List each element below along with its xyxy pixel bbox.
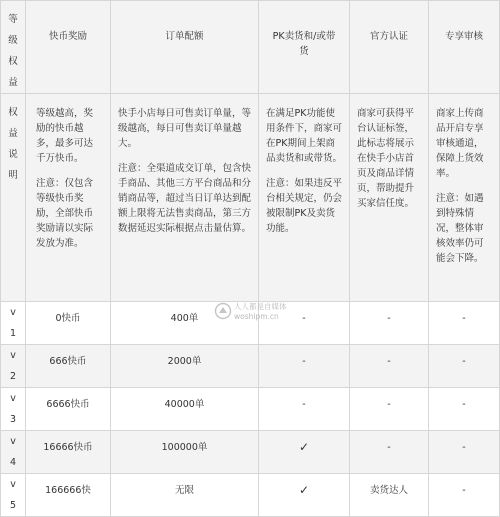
kuaibi-value: 0快币 [26, 302, 111, 345]
pk-value: - [259, 345, 350, 388]
review-value: - [429, 302, 500, 345]
watermark-text: 人人都是自媒体 [234, 302, 287, 311]
review-value: - [429, 431, 500, 474]
header-level-rights: 等 级 权 益 [1, 1, 26, 94]
order-value: 100000单 [111, 431, 259, 474]
level-row-v2 [1, 345, 500, 388]
pk-desc-text: 在满足PK功能使用条件下，商家可在PK期间上架商品卖货和或带货。 [266, 108, 343, 164]
level-label: v 5 [1, 474, 26, 517]
official-value: - [350, 431, 429, 474]
official-desc-text: 商家可获得平台认证标签，此标志将展示在快手小店首页及商品详情页，帮助提升买家信任度。 [357, 108, 415, 209]
level-row-v5 [1, 474, 500, 517]
header-kuaibi-reward: 快币奖励 [26, 1, 111, 94]
order-value: 无限 [111, 474, 259, 517]
level-row-v4 [1, 431, 500, 474]
kuaibi-description [26, 94, 111, 302]
review-value: - [429, 474, 500, 517]
level-label: v 4 [1, 431, 26, 474]
pk-value [259, 431, 350, 474]
level-row-v3 [1, 388, 500, 431]
kuaibi-value: 6666快币 [26, 388, 111, 431]
pk-desc-note: 注意：如果违反平台相关规定，仍会被限制PK及卖货功能。 [266, 178, 343, 234]
order-description [111, 94, 259, 302]
order-desc-text: 快手小店每日可售卖订单量，等级越高，每日可售卖订单量越大。 [118, 108, 252, 149]
kuaibi-value: 16666快币 [26, 431, 111, 474]
level-label: v 1 [1, 302, 26, 345]
kuaibi-value: 166666快 [26, 474, 111, 517]
review-value: - [429, 345, 500, 388]
description-label: 权 益 说 明 [1, 94, 26, 302]
official-value: - [350, 345, 429, 388]
header-exclusive-review: 专享审核 [429, 1, 500, 94]
official-value: 卖货达人 [350, 474, 429, 517]
level-label: v 2 [1, 345, 26, 388]
watermark-url: woshipm.cn [234, 312, 279, 321]
level-label: v 3 [1, 388, 26, 431]
pk-value: - [259, 302, 350, 345]
review-desc-note: 注意：如遇到特殊情况，整体审核效率仍可能会下降。 [436, 193, 484, 264]
kuaibi-desc-text: 等级越高，奖励的快币越多，最多可达千万快币。 [36, 108, 94, 164]
check-icon: ✓ [298, 483, 310, 497]
level-row-v1 [1, 302, 500, 345]
pk-value [259, 474, 350, 517]
kuaibi-value: 666快币 [26, 345, 111, 388]
order-value: 400单 [111, 302, 259, 345]
check-icon: ✓ [298, 440, 310, 454]
kuaibi-desc-note: 注意：仅包含等级快币奖励，全部快币奖励请以实际发放为准。 [36, 178, 94, 249]
header-row [1, 1, 500, 94]
pk-description [259, 94, 350, 302]
official-description [350, 94, 429, 302]
order-value: 40000单 [111, 388, 259, 431]
header-official-cert: 官方认证 [350, 1, 429, 94]
review-value: - [429, 388, 500, 431]
pk-value: - [259, 388, 350, 431]
order-value: 2000单 [111, 345, 259, 388]
official-value: - [350, 302, 429, 345]
official-value: - [350, 388, 429, 431]
order-desc-note: 注意：全渠道成交订单，包含快手商品、其他三方平台商品和分销商品等，超过当日订单达到配额上限将无法售卖商品，第三方数据延迟实际根据点击量估算。 [118, 163, 252, 234]
header-pk-sell: PK卖货和/或带货 [259, 1, 350, 94]
review-desc-text: 商家上传商品开启专享审核通道，保障上货效率。 [436, 108, 484, 179]
description-row [1, 94, 500, 302]
header-order-limit: 订单配额 [111, 1, 259, 94]
review-description [429, 94, 500, 302]
